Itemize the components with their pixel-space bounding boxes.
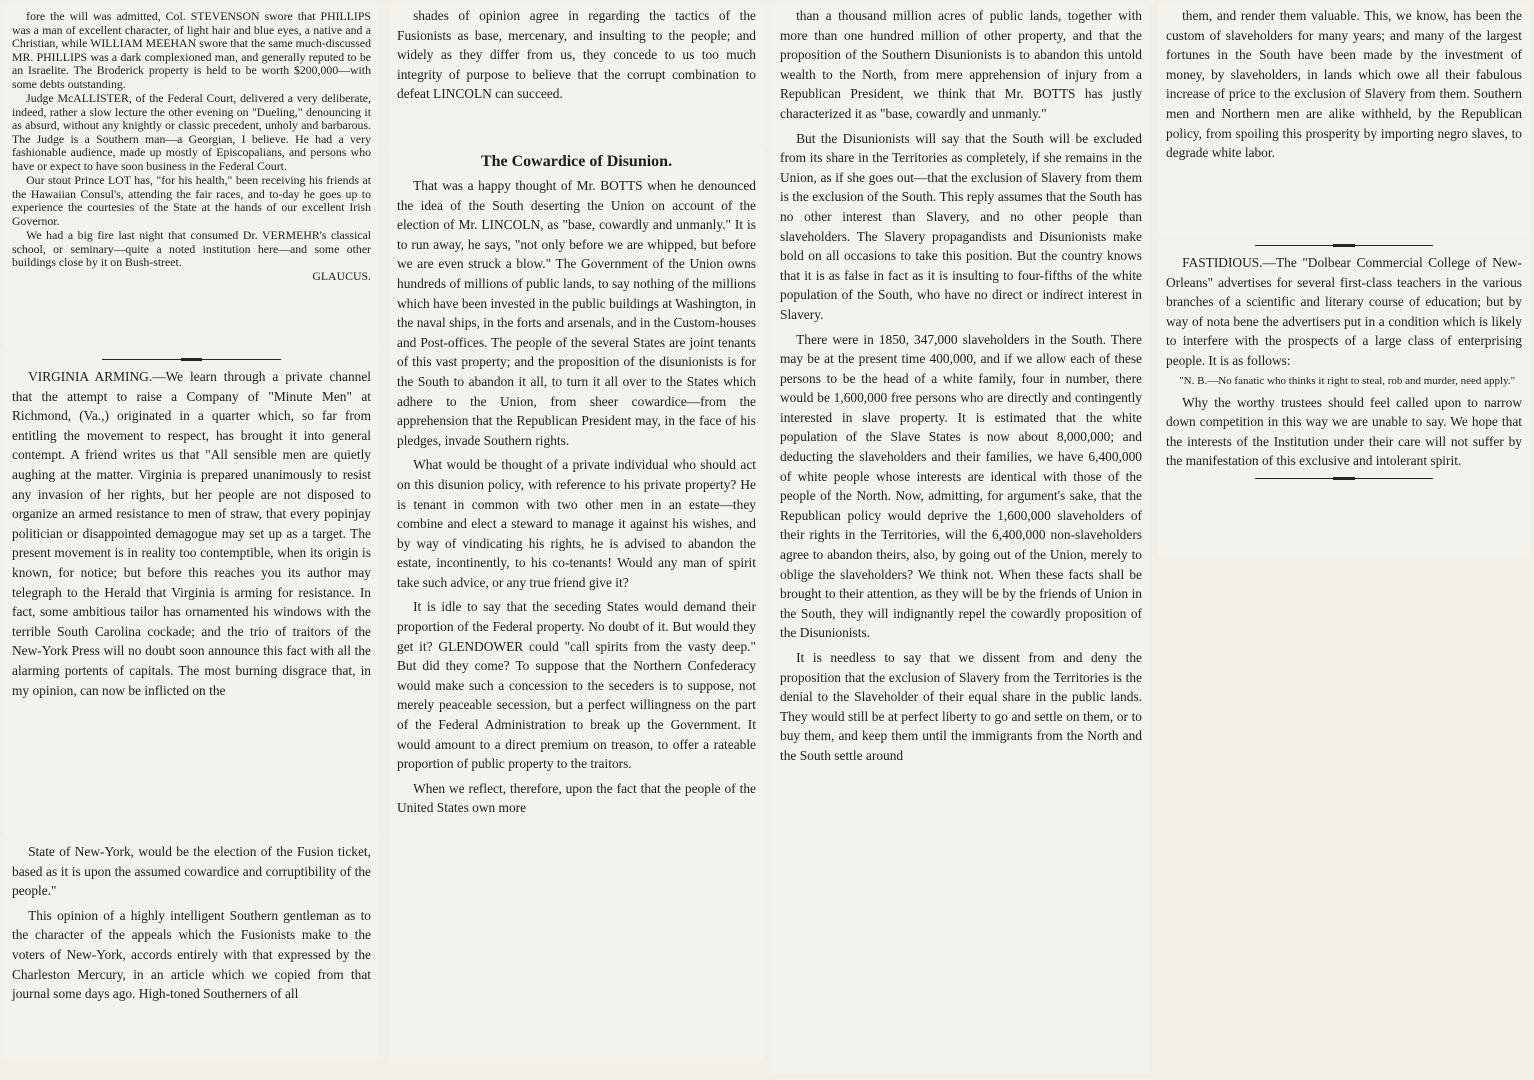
col1-top-paragraph: fore the will was admitted, Col. STEVENSON swore that PHILLIPS was a man of excellent character, of light hair and blue eyes, a native and a Christian, while WILLIAM MEEHAN swore that the same much-discussed MR. PHILLIPS was a dark complexioned man, and generally reputed to be an Israelite. The Broderick property is held to be worth $200,000—with some debts outstanding. [12,9,371,91]
col1-bottom-paragraph: State of New-York, would be the election of the Fusion ticket, based as it is upon the assumed cowardice and corruptibility of the people." [12,844,371,899]
col1-bottom-clipping [4,840,379,1060]
divider-rule [1255,244,1433,247]
col3-paragraph: There were in 1850, 347,000 slaveholders in the South. There may be at the present time 400,000, and if we allow each of these persons to be the head of a white family, four in number, there would be 1,600,000 free persons who are directly and contingently interested in slave property. It is estimated that the white population of the Slave States is now about 8,000,000; and deducting the slaveholders and their families, we have 6,400,000 of white people whose interests are identical with those of the people of the North. Now, admitting, for argument's sake, that the Republican policy would deprive the 1,600,000 slaveholders of their rights in the Territories, will the 6,400,000 non-slaveholders agree to abandon theirs, also, by going out of the Union, merely to oblige the slaveholders? We think not. When these facts shall be brought to their attention, as they will be by the friends of Union in the South, they will indignantly repel the cowardly proposition of the Disunionists. [780,331,1142,641]
col2-top-clipping [389,4,764,144]
col1-main-clipping [4,352,379,838]
article-paragraph: It is idle to say that the seceding States would demand their proportion of the Federal property. No doubt of it. But would they get it? GLENDOWER could "call spirits from the vasty deep." But did they come? To suppose that the Northern Confederacy would make such a concession to the seceders is to suppose, not merely peaceable secession, but a perfect willingness on the part of the Federal Administration to break up the Government. It would amount to a direct premium on treason, to offer a rateable proportion of public property to the traitors. [397,599,756,772]
col1-top-paragraph: Judge McALLISTER, of the Federal Court, delivered a very deliberate, indeed, rather a slow lecture the other evening on "Dueling," denouncing it as absurd, without any knightly or classic precedent, unholy and barbarous. The Judge is a Southern man—a Georgian, I believe. He had a very fashionable audience, made up mostly of Episcopalians, and persons who have or expect to have soon business in the Federal Court. [12,91,371,173]
col1-top-paragraph: Our stout Prince LOT has, "for his health," been receiving his friends at the Hawaiian Consul's, attending the fair races, and to-day he goes up to experience the courtesies of the State at the hands of our excellent Irish Governor. [12,173,371,228]
virginia-arming-paragraph: VIRGINIA ARMING.—We learn through a private channel that the attempt to raise a Company of "Minute Men" at Richmond, (Va.,) originated in a quarter which, so far from entitling the movement to respect, has brought it into general contempt. A friend writes us that "All sensible men are quietly aughing at the matter. Virginia is prepared unanimously to resist any invasion of her rights, but her people are not disposed to organize an armed resistance to men of straw, that every popinjay politician or disappointed demagogue may set up as a target. The present movement is in reality too contemptible, when its origin is known, for notice; but before this reaches you its author may telegraph to the Herald that Virginia is arming for resistance. In fact, some ambitious tailor has ornamented his windows with the terrible South Carolina cockade; and the trio of traitors of the New-York Press will no doubt soon announce this fact with all the alarming portents of capitals. The most burning disgrace that, in my opinion, can now be inflicted on the [12,369,371,698]
article-paragraph: What would be thought of a private individual who should act on this disunion policy, with reference to his private property? He is tenant in common with two other men in an estate—they combine and elect a steward to manage it against his wishes, and by way of vindicating his rights, he is advised to abandon the estate, incontinently, to his co-tenants! Would any man of spirit take such advice, or any true friend give it? [397,457,756,590]
col3-clipping [772,4,1150,1074]
col1-top-clipping [4,4,379,350]
col1-bottom-paragraph: This opinion of a highly intelligent Southern gentleman as to the character of the appeals which the Fusionists make to the voters of New-York, accords entirely with that expressed by the Charleston Mercury, in an article which we copied from that journal some days ago. High-toned Southerners of all [12,907,371,1002]
col3-paragraph: But the Disunionists will say that the South will be excluded from its share in the Territories as completely, if she remains in the Union, as if she goes out—that the exclusion of Slavery from them is the exclusion of the South. This reply assumes that the South has no other interest than Slavery, and no other people than slaveholders. The Slavery propagandists and Disunionists make bold on all occasions to take this position. But the country knows that it is as false in fact as it is insulting to four-fifths of the white population of the South, who have no direct or indirect interest in Slavery. [780,130,1142,322]
col4-top-paragraph: them, and render them valuable. This, we know, has been the custom of slaveholders for many years; and many of the largest fortunes in the South have been made by the investment of money, by slaveholders, in lands which owe all their fabulous increase of price to the exclusion of Slavery from them. Southern men and Northern men are alike withheld, by the Republican policy, from spoiling this prosperity by importing negro slaves, to degrade white labor. [1166,8,1522,161]
article-heading: The Cowardice of Disunion. [480,153,673,170]
article-paragraph: That was a happy thought of Mr. BOTTS when he denounced the idea of the South deserting the Union on account of the election of Mr. LINCOLN, as "base, cowardly and unmanly." It is to run away, he says, "not only before we are whipped, but before we are even struck a blow." The Government of the Union owns hundreds of millions of public lands, to say nothing of the millions which have been invested in the public buildings at Washington, in the naval ships, in the forts and arsenals, and in the Custom-houses and Post-offices. The people of the several States are joint tenants of this vast property; and the proposition of the disunionists is for the South to abandon it all, to turn it all over to the States which adhere to the Union, from sheer cowardice—from the apprehension that the Republican President may, in the face of his pledges, invade Southern rights. [397,178,756,448]
col1-top-signature: GLAUCUS. [312,268,371,283]
col4-bottom-clipping [1158,238,1530,556]
col4-top-clipping [1158,4,1530,236]
fastidious-paragraph: FASTIDIOUS.—The "Dolbear Commercial College of New-Orleans" advertises for several first-class teachers in the various branches of a scientific and literary course of education; but by way of nota bene the advertisers put in a condition which is likely to interfere with the prospects of a large class of enterprising people. It is as follows: [1166,255,1522,368]
col2-main-clipping [389,146,764,1062]
col3-paragraph: than a thousand million acres of public lands, together with more than one hundred million of other property, and that the proposition of the Southern Disunionists is to abandon this untold wealth to the North, from mere apprehension of injury from a Republican President, we think that Mr. BOTTS has justly characterized it as "base, cowardly and unmanly." [780,8,1142,121]
closing-paragraph: Why the worthy trustees should feel called upon to narrow down competition in this way we are unable to say. We hope that the interests of the Institution under their care will not suffer by the manifestation of this exclusive and intolerant spirit. [1166,394,1522,469]
col3-paragraph: It is needless to say that we dissent from and deny the proposition that the exclusion of Slavery from the Territories is the denial to the Slaveholder of their equal share in the public lands. They would still be at perfect liberty to go and settle on them, or to buy them, and keep them until the immigrants from the North and the South settle around [780,650,1142,763]
article-paragraph: When we reflect, therefore, upon the fact that the people of the United States own more [397,780,756,816]
col1-top-paragraph: We had a big fire last night that consumed Dr. VERMEHR's classical school, or seminary—quite a noted institution here—and some other buildings close by it on Bush-street. [12,228,371,269]
nb-note: "N. B.—No fanatic who thinks it right to steal, rob and murder, need apply." [1179,374,1516,387]
col2-top-paragraph: shades of opinion agree in regarding the tactics of the Fusionists as base, mercenary, and insulting to the people; and widely as they differ from us, they concede to us too much integrity of purpose to believe that the corrupt combination to defeat LINCOLN can succeed. [397,8,756,102]
divider-rule [102,358,282,361]
divider-rule [1255,477,1433,480]
